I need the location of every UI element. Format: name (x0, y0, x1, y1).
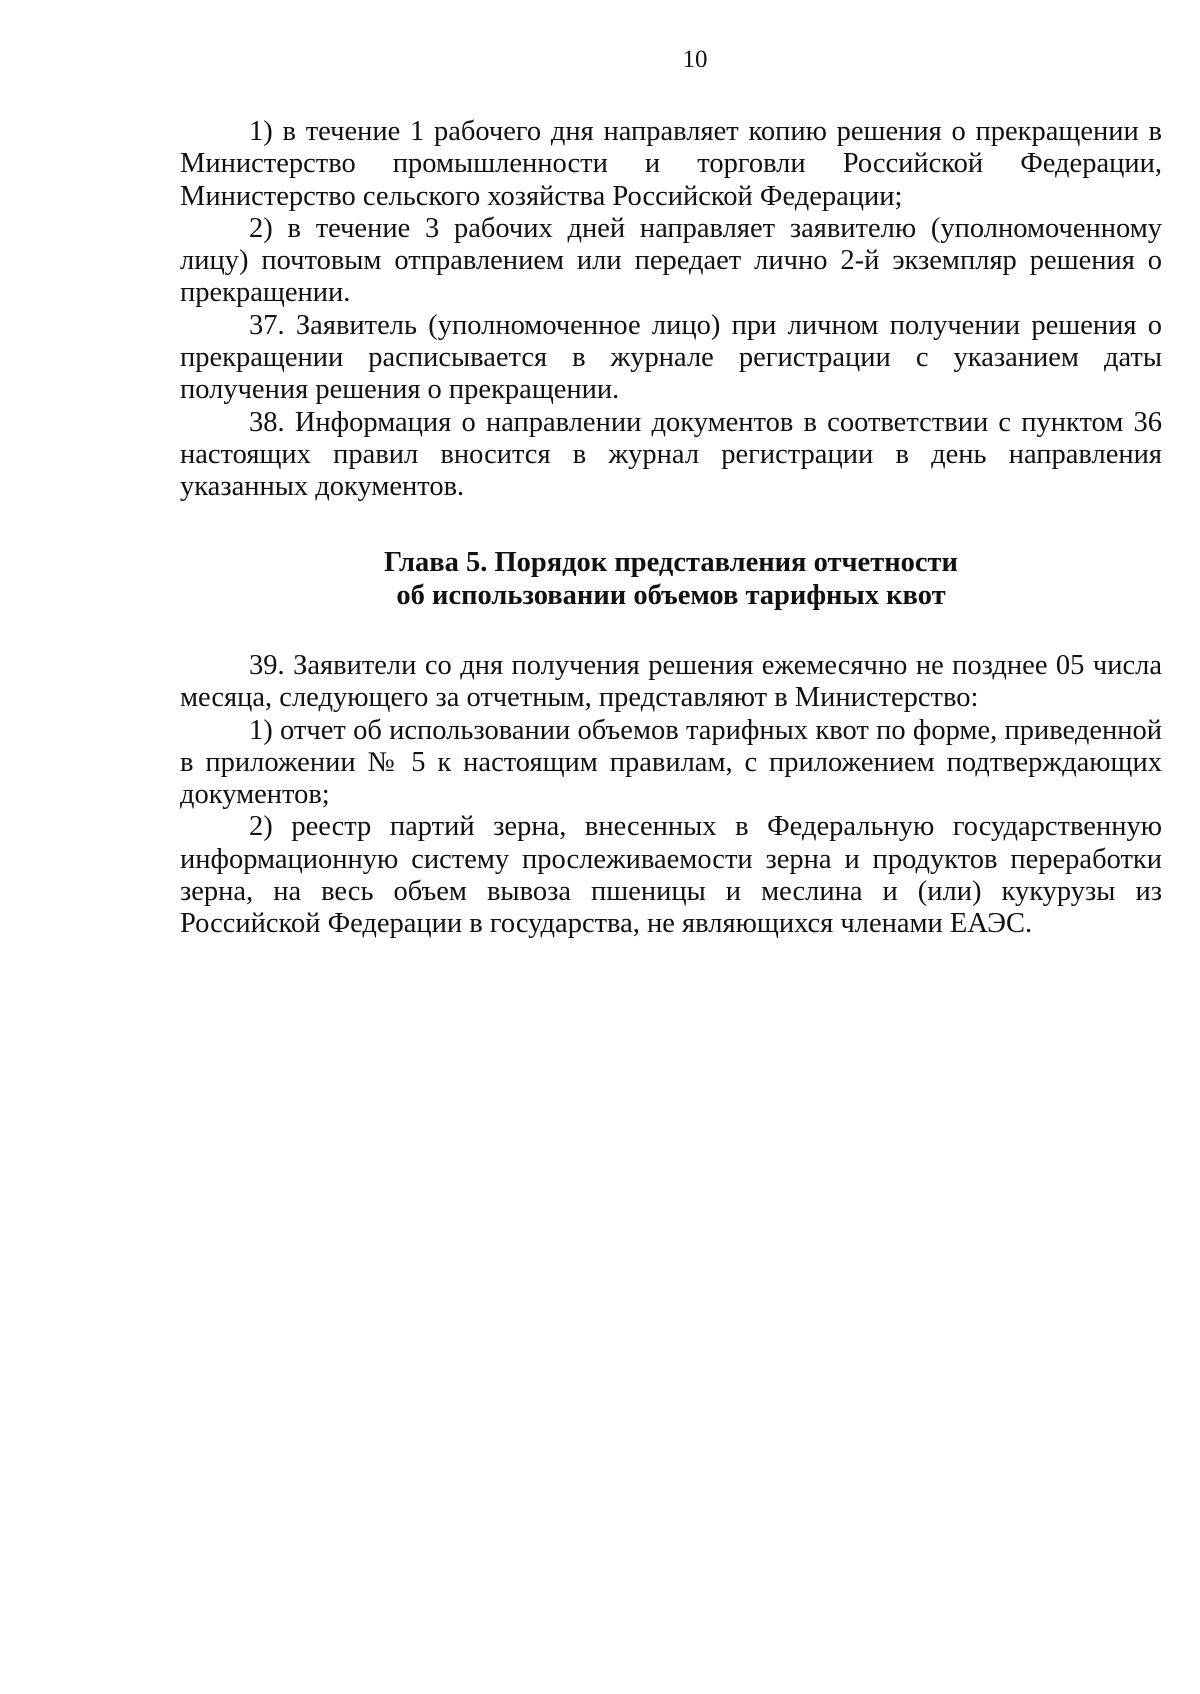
page-number: 10 (682, 46, 708, 73)
chapter-heading-line-1: Глава 5. Порядок представления отчетности (384, 547, 958, 578)
paragraph-37: 37. Заявитель (уполномоченное лицо) при личном получении решения о прекращении расписывается в журнале регистрации с указанием даты получения решения о прекращении. (180, 309, 1162, 406)
paragraph-36-item-1: 1) в течение 1 рабочего дня направляет копию решения о прекращении в Министерство промышленности и торговли Российской Федерации, Министерство сельского хозяйства Российской Федерации; (180, 116, 1162, 212)
paragraph-38: 38. Информация о направлении документов в соответствии с пунктом 36 настоящих правил вносится в журнал регистрации в день направления указанных документов. (180, 406, 1162, 503)
paragraph-39-item-2: 2) реестр партий зерна, внесенных в Федеральную государственную информационную систему прослеживаемости зерна и продуктов переработки зерна, на весь объем вывоза пшеницы и меслина и (или) кукурузы из Российской Федерации в государства, не являющихся членами ЕАЭС. (180, 811, 1162, 940)
paragraph-39-item-1: 1) отчет об использовании объемов тарифных квот по форме, приведенной в приложении № 5 к настоящим правилам, с приложением подтверждающих документов; (180, 714, 1162, 811)
paragraph-36-item-2: 2) в течение 3 рабочих дней направляет заявителю (уполномоченному лицу) почтовым отправлением или передает лично 2-й экземпляр решения о прекращении. (180, 212, 1162, 309)
paragraph-39: 39. Заявители со дня получения решения ежемесячно не позднее 05 числа месяца, следующего за отчетным, представляют в Министерство: (180, 650, 1162, 714)
text-block-top (180, 116, 1162, 504)
chapter-heading (180, 546, 1162, 612)
chapter-heading-line-2: об использовании объемов тарифных квот (396, 580, 946, 611)
text-block-bottom (180, 650, 1162, 941)
